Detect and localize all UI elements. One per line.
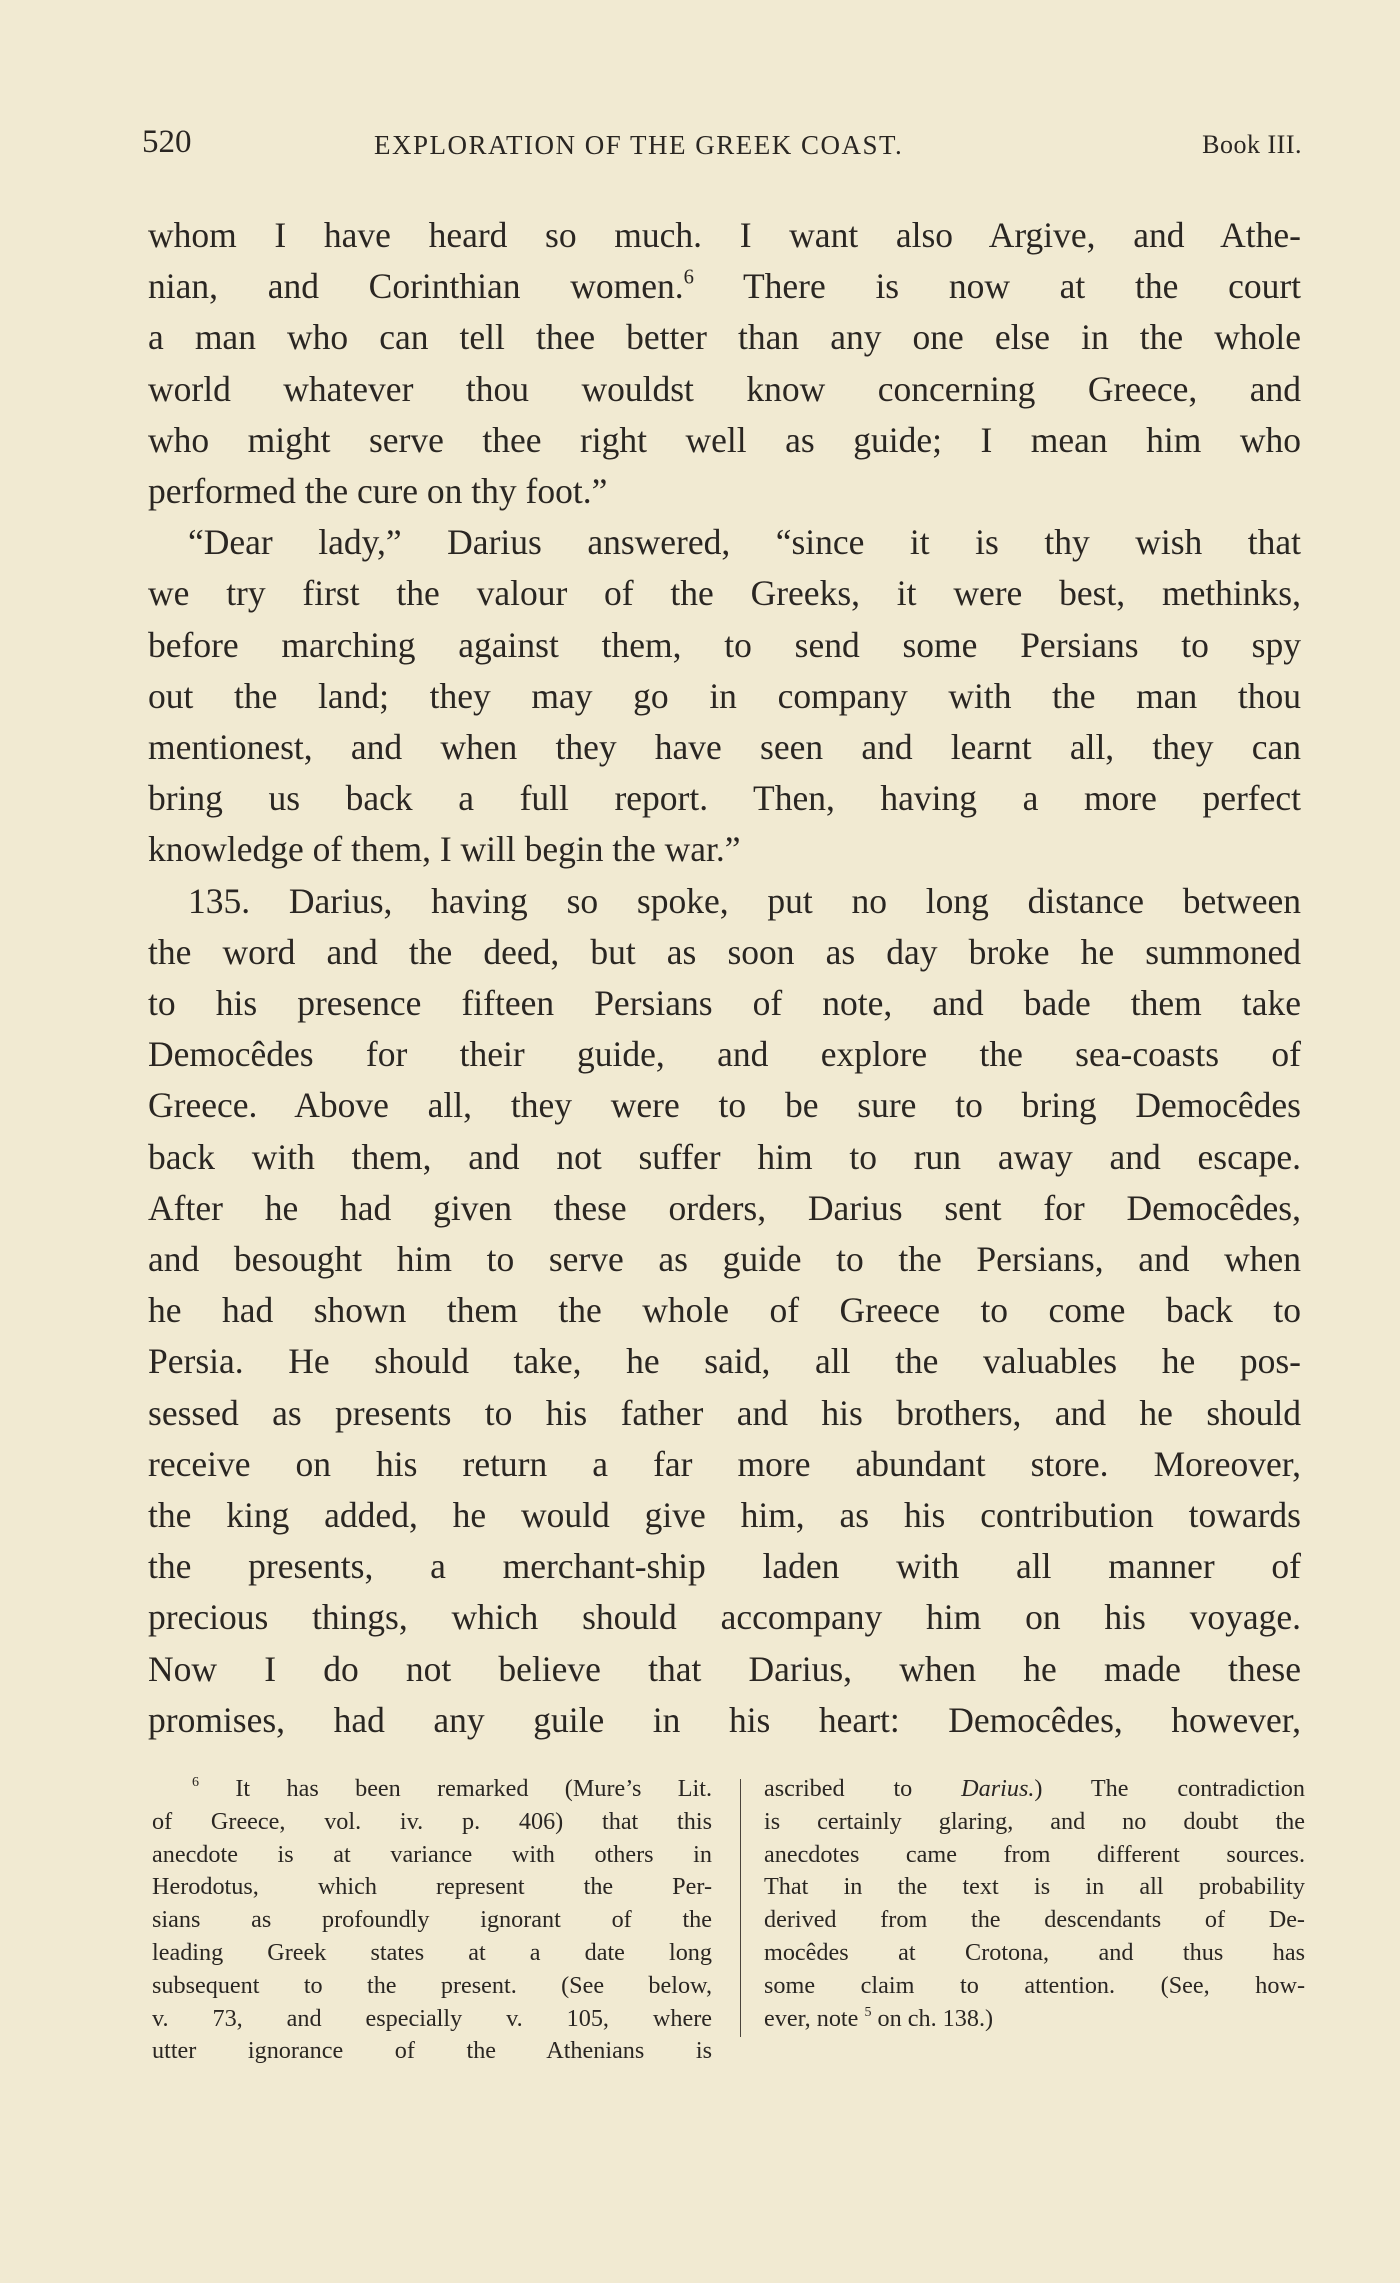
text-line: sessed as presents to his father and his brothers, and he should bbox=[148, 1392, 1301, 1433]
main-text bbox=[148, 210, 1301, 1746]
text-line: nian, and Corinthian women.$^6$ There is now at the court bbox=[148, 266, 1302, 307]
footnote-marker: 6 bbox=[192, 1774, 200, 1791]
running-title: EXPLORATION OF THE GREEK COAST. bbox=[374, 130, 904, 160]
text-line: and besought him to serve as guide to the Persians, and when bbox=[148, 1239, 1301, 1280]
footnote-line: is certainly glaring, and no doubt the bbox=[764, 1807, 1305, 1835]
text-line: we try first the valour of the Greeks, it were best, methinks, bbox=[148, 573, 1301, 614]
text-line: Democêdes for their guide, and explore the sea-coasts of bbox=[148, 1034, 1301, 1075]
footnote-line: mocêdes at Crotona, and thus has bbox=[764, 1938, 1305, 1966]
text-line: precious things, which should accompany him on his voyage. bbox=[148, 1597, 1301, 1638]
footnote-line: of Greece, vol. iv. p. 406) that this bbox=[152, 1807, 712, 1835]
footnote-line: ever, note $^5$ on ch. 138.) bbox=[764, 2003, 994, 2032]
footnote-column-right bbox=[764, 1773, 1305, 2035]
text-line: he had shown them the whole of Greece to come back to bbox=[148, 1290, 1301, 1331]
text-line: knowledge of them, I will begin the war.” bbox=[148, 829, 741, 870]
footnote-line: anecdotes came from different sources. bbox=[764, 1840, 1305, 1868]
text-line: Persia. He should take, he said, all the valuables he pos- bbox=[148, 1341, 1301, 1382]
text-line: bring us back a full report. Then, having a more perfect bbox=[148, 778, 1301, 819]
footnote-ref[interactable]: 6 bbox=[683, 266, 694, 289]
text-line: 135. Darius, having so spoke, put no long distance between bbox=[188, 880, 1301, 921]
footnote-ref[interactable]: 5 bbox=[864, 2003, 872, 2020]
book-label: Book III. bbox=[1202, 130, 1302, 159]
footnote-line: some claim to attention. (See, how- bbox=[764, 1971, 1305, 1999]
text-line: promises, had any guile in his heart: Democêdes, however, bbox=[148, 1699, 1301, 1740]
text-line: out the land; they may go in company with the man thou bbox=[148, 675, 1301, 716]
footnote-line: ascribed to Darius.) The contradiction bbox=[764, 1775, 1305, 1802]
page-number: 520 bbox=[142, 124, 192, 160]
page-header bbox=[142, 124, 1302, 168]
text-line: the word and the deed, but as soon as day broke he summoned bbox=[148, 931, 1301, 972]
footnote-line: $^6$ It has been remarked (Mure’s Lit. bbox=[192, 1774, 712, 1802]
text-line: Now I do not believe that Darius, when he made these bbox=[148, 1648, 1301, 1689]
text-line: After he had given these orders, Darius sent for Democêdes, bbox=[148, 1187, 1301, 1228]
text-line: the presents, a merchant-ship laden with all manner of bbox=[148, 1546, 1301, 1587]
text-line: mentionest, and when they have seen and learnt all, they can bbox=[148, 727, 1301, 768]
text-line: the king added, he would give him, as his contribution towards bbox=[148, 1495, 1301, 1536]
text-line: before marching against them, to send some Persians to spy bbox=[148, 624, 1301, 665]
footnote-line: That in the text is in all probability bbox=[764, 1873, 1305, 1901]
footnote-line: leading Greek states at a date long bbox=[152, 1938, 712, 1966]
text-line: to his presence fifteen Persians of note, and bade them take bbox=[148, 983, 1301, 1024]
text-line: back with them, and not suffer him to run away and escape. bbox=[148, 1136, 1301, 1177]
footnote-column-left bbox=[152, 1773, 712, 2068]
footnotes bbox=[152, 1773, 1305, 2073]
footnote-line: utter ignorance of the Athenians is bbox=[152, 2037, 712, 2065]
footnote-line: anecdote is at variance with others in bbox=[152, 1840, 712, 1868]
footnote-line: derived from the descendants of De- bbox=[764, 1906, 1305, 1934]
text-line: whom I have heard so much. I want also Argive, and Athe- bbox=[148, 215, 1301, 255]
text-line: world whatever thou wouldst know concerning Greece, and bbox=[148, 368, 1301, 409]
footnote-divider bbox=[740, 1779, 741, 2037]
text-line: Greece. Above all, they were to be sure to bring Democêdes bbox=[148, 1085, 1301, 1126]
text-line: who might serve thee right well as guide; I mean him who bbox=[148, 419, 1301, 460]
footnote-line: subsequent to the present. (See below, bbox=[152, 1971, 712, 1999]
footnote-line: Herodotus, which represent the Per- bbox=[152, 1873, 712, 1901]
text-line: receive on his return a far more abundant store. Moreover, bbox=[148, 1443, 1301, 1484]
text-line: performed the cure on thy foot.” bbox=[148, 471, 608, 512]
text-line: “Dear lady,” Darius answered, “since it is thy wish that bbox=[188, 522, 1301, 563]
footnote-line: sians as profoundly ignorant of the bbox=[152, 1906, 712, 1934]
footnote-line: v. 73, and especially v. 105, where bbox=[152, 2004, 712, 2032]
text-line: a man who can tell thee better than any one else in the whole bbox=[148, 317, 1301, 358]
